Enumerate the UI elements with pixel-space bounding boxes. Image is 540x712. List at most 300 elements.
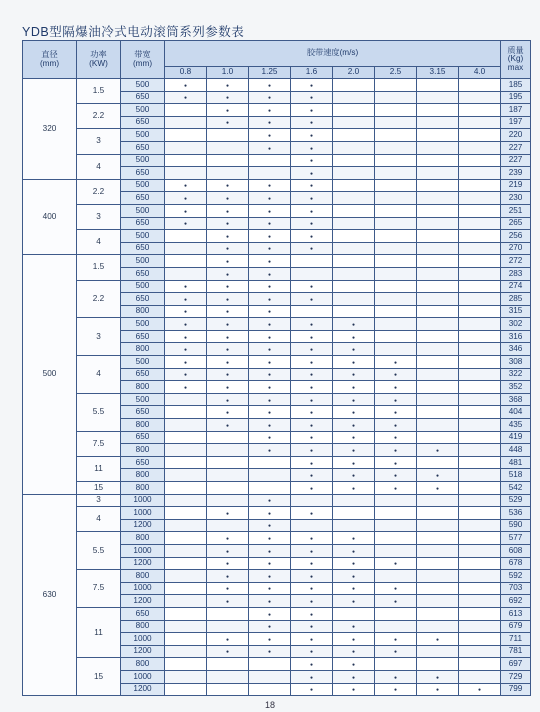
availability-dot-icon: [226, 180, 229, 189]
speed-cell: [207, 570, 249, 583]
availability-dot-icon: [268, 206, 271, 215]
speed-cell: [333, 318, 375, 331]
availability-dot-icon: [310, 407, 313, 416]
mass-cell: 697: [501, 658, 531, 671]
speed-cell: [375, 494, 417, 507]
mass-cell: 703: [501, 582, 531, 595]
speed-cell: [165, 633, 207, 646]
speed-cell: [459, 129, 501, 142]
availability-dot-icon: [352, 344, 355, 353]
speed-cell: [291, 204, 333, 217]
belt-width-header-label: 带宽: [134, 50, 151, 60]
speed-cell: [375, 658, 417, 671]
speed-cell: [459, 519, 501, 532]
table-row: [23, 356, 531, 369]
availability-dot-icon: [268, 382, 271, 391]
mass-cell: 185: [501, 79, 531, 92]
speed-cell: [459, 293, 501, 306]
speed-cell: [459, 230, 501, 243]
speed-cell: [417, 280, 459, 293]
availability-dot-icon: [436, 470, 439, 479]
mass-cell: 692: [501, 595, 531, 608]
mass-cell: 270: [501, 242, 531, 255]
availability-dot-icon: [226, 596, 229, 605]
availability-dot-icon: [394, 646, 397, 655]
speed-cell: [375, 318, 417, 331]
availability-dot-icon: [226, 206, 229, 215]
availability-dot-icon: [226, 332, 229, 341]
speed-cell: [165, 670, 207, 683]
belt-width-cell: 1000: [121, 544, 165, 557]
power-cell: 3: [77, 129, 121, 154]
speed-cell: [165, 318, 207, 331]
speed-cell: [249, 482, 291, 495]
mass-cell: 220: [501, 129, 531, 142]
speed-cell: [207, 482, 249, 495]
speed-cell: [249, 343, 291, 356]
table-body: [23, 79, 531, 696]
availability-dot-icon: [268, 420, 271, 429]
availability-dot-icon: [310, 117, 313, 126]
speed-cell: [165, 204, 207, 217]
speed-cell: [417, 141, 459, 154]
speed-cell: [207, 242, 249, 255]
speed-cell: [375, 419, 417, 432]
belt-width-cell: 650: [121, 406, 165, 419]
speed-cell: [417, 683, 459, 696]
availability-dot-icon: [352, 684, 355, 693]
mass-cell: 197: [501, 116, 531, 129]
speed-cell: [333, 658, 375, 671]
belt-width-header-unit: (mm): [132, 58, 153, 68]
speed-cell: [249, 469, 291, 482]
speed-cell: [459, 419, 501, 432]
speed-cell: [291, 683, 333, 696]
speed-cell: [291, 393, 333, 406]
speed-cell: [249, 381, 291, 394]
belt-width-cell: 1200: [121, 645, 165, 658]
availability-dot-icon: [310, 294, 313, 303]
availability-dot-icon: [226, 243, 229, 252]
speed-cell: [291, 633, 333, 646]
belt-width-cell: 650: [121, 91, 165, 104]
availability-dot-icon: [394, 458, 397, 467]
speed-cell: [417, 507, 459, 520]
speed-cell: [375, 570, 417, 583]
speed-cell: [291, 444, 333, 457]
speed-cell: [165, 419, 207, 432]
speed-cell: [375, 582, 417, 595]
belt-width-cell: 650: [121, 217, 165, 230]
mass-cell: 448: [501, 444, 531, 457]
speed-cell: [249, 179, 291, 192]
speed-cell: [375, 293, 417, 306]
speed-cell: [165, 179, 207, 192]
speed-col-header: 0.8: [165, 67, 207, 79]
availability-dot-icon: [268, 92, 271, 101]
speed-cell: [165, 570, 207, 583]
availability-dot-icon: [394, 634, 397, 643]
availability-dot-icon: [310, 130, 313, 139]
speed-cell: [375, 204, 417, 217]
speed-cell: [207, 305, 249, 318]
speed-cell: [417, 293, 459, 306]
speed-cell: [165, 456, 207, 469]
speed-cell: [375, 431, 417, 444]
speed-cell: [417, 658, 459, 671]
belt-width-cell: 500: [121, 179, 165, 192]
availability-dot-icon: [394, 672, 397, 681]
availability-dot-icon: [268, 558, 271, 567]
availability-dot-icon: [394, 483, 397, 492]
availability-dot-icon: [352, 659, 355, 668]
speed-cell: [165, 494, 207, 507]
speed-cell: [165, 444, 207, 457]
availability-dot-icon: [226, 80, 229, 89]
speed-cell: [249, 670, 291, 683]
power-cell: 1.5: [77, 79, 121, 104]
availability-dot-icon: [226, 420, 229, 429]
availability-dot-icon: [268, 369, 271, 378]
mass-cell: 346: [501, 343, 531, 356]
availability-dot-icon: [226, 546, 229, 555]
speed-cell: [417, 167, 459, 180]
speed-cell: [459, 167, 501, 180]
speed-cell: [375, 469, 417, 482]
speed-cell: [249, 293, 291, 306]
speed-cell: [375, 104, 417, 117]
availability-dot-icon: [310, 420, 313, 429]
speed-cell: [333, 293, 375, 306]
belt-width-cell: 650: [121, 267, 165, 280]
availability-dot-icon: [352, 558, 355, 567]
availability-dot-icon: [268, 395, 271, 404]
availability-dot-icon: [226, 231, 229, 240]
belt-width-cell: 800: [121, 343, 165, 356]
speed-cell: [375, 620, 417, 633]
speed-cell: [417, 532, 459, 545]
speed-cell: [375, 645, 417, 658]
speed-cell: [291, 532, 333, 545]
speed-cell: [291, 179, 333, 192]
speed-cell: [291, 595, 333, 608]
availability-dot-icon: [310, 395, 313, 404]
speed-cell: [375, 595, 417, 608]
speed-cell: [165, 129, 207, 142]
speed-cell: [165, 645, 207, 658]
mass-cell: 219: [501, 179, 531, 192]
availability-dot-icon: [436, 634, 439, 643]
speed-cell: [333, 633, 375, 646]
speed-cell: [417, 381, 459, 394]
availability-dot-icon: [310, 684, 313, 693]
speed-col-header: 1.0: [207, 67, 249, 79]
availability-dot-icon: [310, 80, 313, 89]
availability-dot-icon: [478, 684, 481, 693]
speed-cell: [207, 519, 249, 532]
belt-width-cell: 800: [121, 444, 165, 457]
power-cell: 2.2: [77, 104, 121, 129]
speed-cell: [249, 204, 291, 217]
speed-cell: [207, 494, 249, 507]
availability-dot-icon: [268, 520, 271, 529]
speed-cell: [249, 356, 291, 369]
speed-cell: [249, 91, 291, 104]
speed-cell: [291, 318, 333, 331]
power-cell: 5.5: [77, 532, 121, 570]
speed-cell: [375, 91, 417, 104]
availability-dot-icon: [226, 382, 229, 391]
speed-cell: [417, 482, 459, 495]
speed-cell: [417, 318, 459, 331]
speed-cell: [459, 267, 501, 280]
belt-width-cell: 500: [121, 104, 165, 117]
speed-cell: [207, 393, 249, 406]
speed-cell: [207, 456, 249, 469]
speed-cell: [333, 267, 375, 280]
availability-dot-icon: [268, 407, 271, 416]
speed-cell: [459, 431, 501, 444]
mass-cell: 302: [501, 318, 531, 331]
page-title: YDB型隔爆油冷式电动滚筒系列参数表: [22, 25, 245, 39]
availability-dot-icon: [226, 571, 229, 580]
belt-width-cell: 500: [121, 356, 165, 369]
speed-cell: [459, 116, 501, 129]
availability-dot-icon: [184, 218, 187, 227]
availability-dot-icon: [352, 634, 355, 643]
speed-cell: [291, 167, 333, 180]
speed-cell: [417, 192, 459, 205]
speed-cell: [165, 607, 207, 620]
speed-cell: [207, 658, 249, 671]
mass-cell: 678: [501, 557, 531, 570]
availability-dot-icon: [268, 495, 271, 504]
speed-cell: [375, 167, 417, 180]
mass-cell: 518: [501, 469, 531, 482]
speed-cell: [459, 305, 501, 318]
belt-width-cell: 500: [121, 255, 165, 268]
power-cell: 3: [77, 494, 121, 507]
speed-cell: [375, 519, 417, 532]
availability-dot-icon: [226, 634, 229, 643]
speed-cell: [249, 456, 291, 469]
speed-cell: [459, 393, 501, 406]
availability-dot-icon: [352, 470, 355, 479]
speed-cell: [249, 368, 291, 381]
speed-cell: [291, 381, 333, 394]
speed-cell: [165, 305, 207, 318]
speed-cell: [207, 104, 249, 117]
belt-width-cell: 650: [121, 192, 165, 205]
speed-cell: [417, 444, 459, 457]
belt-width-cell: 1200: [121, 557, 165, 570]
speed-cell: [291, 343, 333, 356]
speed-cell: [459, 141, 501, 154]
speed-cell: [417, 267, 459, 280]
speed-cell: [165, 620, 207, 633]
availability-dot-icon: [394, 420, 397, 429]
speed-cell: [459, 456, 501, 469]
speed-cell: [165, 293, 207, 306]
diameter-cell: 320: [23, 79, 77, 180]
availability-dot-icon: [310, 92, 313, 101]
power-cell: 2.2: [77, 280, 121, 318]
speed-cell: [207, 179, 249, 192]
speed-cell: [249, 519, 291, 532]
speed-cell: [165, 406, 207, 419]
speed-cell: [165, 582, 207, 595]
speed-cell: [249, 267, 291, 280]
availability-dot-icon: [184, 92, 187, 101]
speed-cell: [333, 356, 375, 369]
speed-cell: [165, 167, 207, 180]
power-cell: 3: [77, 204, 121, 229]
speed-cell: [333, 179, 375, 192]
speed-cell: [291, 544, 333, 557]
availability-dot-icon: [310, 445, 313, 454]
availability-dot-icon: [268, 583, 271, 592]
speed-cell: [333, 595, 375, 608]
speed-cell: [249, 683, 291, 696]
availability-dot-icon: [310, 206, 313, 215]
table-row: [23, 204, 531, 217]
speed-cell: [165, 230, 207, 243]
availability-dot-icon: [268, 180, 271, 189]
availability-dot-icon: [184, 80, 187, 89]
speed-cell: [333, 582, 375, 595]
availability-dot-icon: [310, 672, 313, 681]
speed-cell: [207, 167, 249, 180]
speed-cell: [207, 141, 249, 154]
availability-dot-icon: [310, 634, 313, 643]
diameter-header-label: 直径: [41, 50, 58, 60]
availability-dot-icon: [268, 80, 271, 89]
table-row: [23, 482, 531, 495]
speed-cell: [291, 507, 333, 520]
availability-dot-icon: [310, 621, 313, 630]
table-row: [23, 658, 531, 671]
speed-cell: [249, 570, 291, 583]
availability-dot-icon: [352, 646, 355, 655]
speed-cell: [459, 154, 501, 167]
power-cell: 7.5: [77, 431, 121, 456]
speed-cell: [375, 255, 417, 268]
page-number: 18: [264, 700, 275, 710]
speed-cell: [375, 79, 417, 92]
availability-dot-icon: [352, 672, 355, 681]
speed-cell: [249, 582, 291, 595]
availability-dot-icon: [310, 357, 313, 366]
table-row: [23, 154, 531, 167]
speed-cell: [291, 154, 333, 167]
power-cell: 4: [77, 356, 121, 394]
mass-cell: 256: [501, 230, 531, 243]
speed-cell: [333, 469, 375, 482]
speed-cell: [459, 104, 501, 117]
mass-cell: 285: [501, 293, 531, 306]
speed-col-header: 3.15: [417, 67, 459, 79]
availability-dot-icon: [394, 395, 397, 404]
speed-cell: [249, 129, 291, 142]
speed-cell: [165, 280, 207, 293]
speed-cell: [333, 167, 375, 180]
speed-cell: [417, 116, 459, 129]
speed-cell: [207, 343, 249, 356]
mass-cell: 322: [501, 368, 531, 381]
availability-dot-icon: [268, 218, 271, 227]
speed-cell: [459, 368, 501, 381]
speed-cell: [417, 330, 459, 343]
speed-cell: [459, 406, 501, 419]
speed-cell: [459, 330, 501, 343]
speed-cell: [165, 595, 207, 608]
speed-cell: [417, 343, 459, 356]
speed-cell: [165, 91, 207, 104]
availability-dot-icon: [268, 294, 271, 303]
belt-width-cell: 500: [121, 79, 165, 92]
speed-cell: [249, 419, 291, 432]
belt-width-cell: 500: [121, 129, 165, 142]
speed-cell: [291, 141, 333, 154]
availability-dot-icon: [394, 596, 397, 605]
speed-cell: [459, 381, 501, 394]
speed-cell: [417, 645, 459, 658]
availability-dot-icon: [310, 558, 313, 567]
availability-dot-icon: [436, 684, 439, 693]
speed-cell: [375, 607, 417, 620]
speed-cell: [417, 242, 459, 255]
speed-cell: [165, 141, 207, 154]
mass-cell: 352: [501, 381, 531, 394]
belt-width-cell: 650: [121, 456, 165, 469]
speed-cell: [291, 242, 333, 255]
speed-cell: [333, 406, 375, 419]
speed-cell: [165, 469, 207, 482]
speed-cell: [165, 79, 207, 92]
speed-cell: [375, 280, 417, 293]
availability-dot-icon: [352, 369, 355, 378]
table-row: [23, 104, 531, 117]
availability-dot-icon: [310, 369, 313, 378]
table-row: [23, 494, 531, 507]
speed-cell: [207, 532, 249, 545]
speed-cell: [249, 645, 291, 658]
speed-cell: [459, 658, 501, 671]
speed-cell: [417, 255, 459, 268]
mass-cell: 274: [501, 280, 531, 293]
speed-cell: [417, 204, 459, 217]
speed-cell: [375, 116, 417, 129]
speed-cell: [417, 544, 459, 557]
speed-cell: [249, 444, 291, 457]
availability-dot-icon: [394, 470, 397, 479]
mass-cell: 613: [501, 607, 531, 620]
speed-cell: [333, 192, 375, 205]
speed-cell: [375, 242, 417, 255]
speed-cell: [333, 557, 375, 570]
speed-header: 胶带速度(m/s): [165, 41, 501, 67]
speed-cell: [249, 255, 291, 268]
speed-cell: [165, 544, 207, 557]
power-cell: 11: [77, 456, 121, 481]
availability-dot-icon: [184, 344, 187, 353]
availability-dot-icon: [310, 546, 313, 555]
speed-cell: [249, 305, 291, 318]
speed-cell: [333, 368, 375, 381]
speed-cell: [291, 482, 333, 495]
availability-dot-icon: [352, 621, 355, 630]
availability-dot-icon: [184, 319, 187, 328]
